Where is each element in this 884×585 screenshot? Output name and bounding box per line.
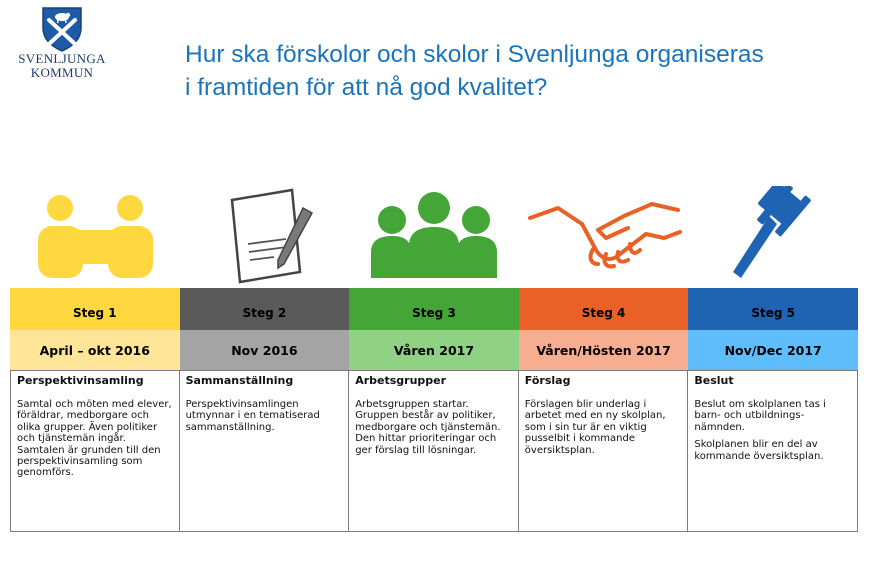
step-5-date: Nov/Dec 2017 — [688, 330, 858, 370]
step-1-description — [10, 370, 180, 532]
logo-line-2: KOMMUN — [30, 65, 94, 80]
step-1-paragraph-2: Samtalen är grunden till den perspektivinsamling som genomförs. — [17, 444, 161, 479]
step-5-icon-cell — [688, 186, 858, 286]
step-4-icon-cell — [519, 186, 689, 286]
step-icons — [10, 186, 858, 286]
step-3-description — [349, 370, 519, 532]
step-4-label: Steg 4 — [519, 288, 689, 330]
step-3-paragraph-1: Arbetsgruppen startar. Gruppen består av politiker, medborgare och tjänstemän. Den hittar prioriteringar och ger förslag till lösningar. — [355, 399, 501, 456]
people-meeting-icon — [20, 186, 170, 286]
step-1-date: April – okt 2016 — [10, 330, 180, 370]
step-3-icon-cell — [349, 186, 519, 286]
step-5-description — [688, 370, 858, 532]
gavel-icon — [713, 186, 833, 286]
step-4-description — [519, 370, 689, 532]
step-5-paragraph-1: Beslut om skolplanen tas i barn- och utbildnings-nämnden. — [694, 399, 826, 433]
step-2-label: Steg 2 — [180, 288, 350, 330]
step-date-row — [10, 330, 858, 370]
step-2-paragraph-1: Perspektivinsamlingen utmynnar i en tematiserad sammanställning. — [185, 399, 320, 433]
step-2-date: Nov 2016 — [180, 330, 350, 370]
document-pen-icon — [204, 186, 324, 286]
title-line-2: i framtiden för att nå god kvalitet? — [185, 74, 548, 101]
step-2-description — [180, 370, 350, 532]
step-4-date: Våren/Hösten 2017 — [519, 330, 689, 370]
step-1-label: Steg 1 — [10, 288, 180, 330]
step-3-label: Steg 3 — [349, 288, 519, 330]
step-2-icon-cell — [180, 186, 350, 286]
page-title — [185, 38, 865, 104]
process-table — [10, 288, 858, 532]
step-1-paragraph-1: Samtal och möten med elever, föräldrar, medborgare och olika grupper. Även politiker och tjänstemän ingår. — [17, 399, 172, 445]
logo-line-1: SVENLJUNGA — [18, 51, 106, 66]
step-4-paragraph-1: Förslagen blir underlag i arbetet med en ny skolplan, som i sin tur är en viktig pusselbit i kommande översiktsplan. — [524, 399, 666, 456]
step-2-heading: Sammanställning — [185, 374, 294, 387]
group-icon — [359, 186, 509, 286]
title-line-1: Hur ska förskolor och skolor i Svenljunga organiseras — [185, 41, 764, 68]
municipality-logo — [14, 6, 110, 80]
step-3-date: Våren 2017 — [349, 330, 519, 370]
coat-of-arms-icon — [41, 6, 83, 52]
step-1-icon-cell — [10, 186, 180, 286]
step-5-paragraph-2: Skolplanen blir en del av kommande översiktsplan. — [694, 439, 824, 462]
step-4-heading: Förslag — [524, 374, 571, 387]
handshake-icon — [524, 186, 684, 286]
step-3-heading: Arbetsgrupper — [355, 374, 447, 387]
step-5-heading: Beslut — [694, 374, 734, 387]
step-5-label: Steg 5 — [688, 288, 858, 330]
step-description-row — [10, 370, 858, 532]
step-1-heading: Perspektivinsamling — [17, 374, 144, 387]
step-label-row — [10, 288, 858, 330]
